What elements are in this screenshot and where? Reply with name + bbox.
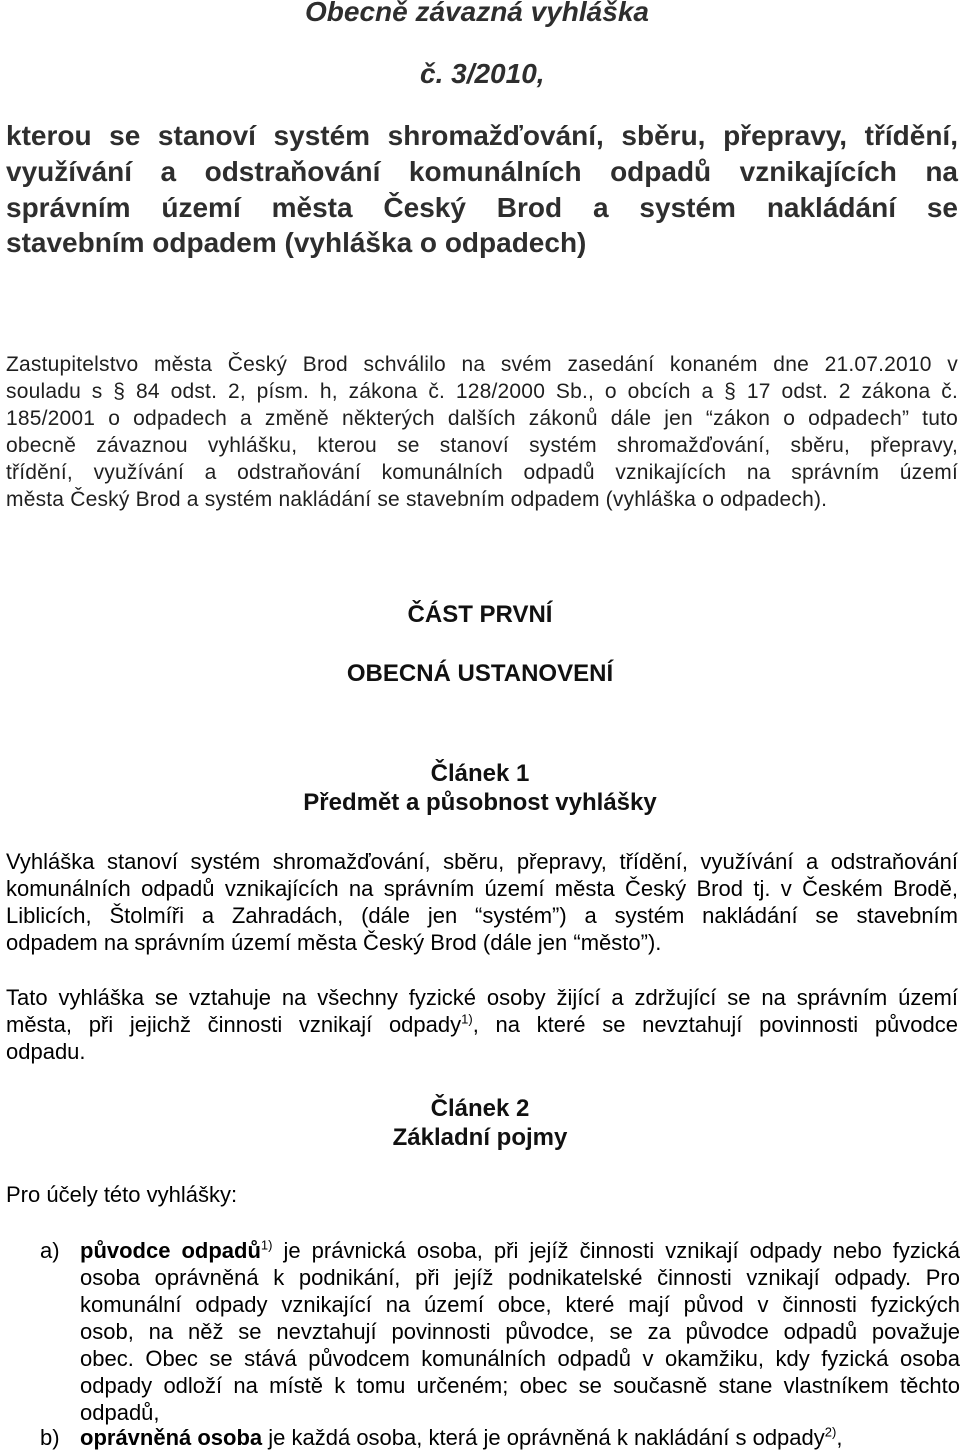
item-a-line-5: obec. Obec se stává původcem komunálních odpadů v okamžiku, kdy fyzická osoba bbox=[80, 1346, 960, 1371]
part-number: ČÁST PRVNÍ bbox=[407, 601, 553, 628]
subject-line-2: využívání a odstraňování komunálních odpadů vznikajících na bbox=[6, 156, 958, 187]
intro-line-2: souladu s § 84 odst. 2, písm. h, zákona č. 128/2000 Sb., o obcích a § 17 odst. 2 zákona č. bbox=[6, 380, 958, 403]
item-a-term: původce odpadů bbox=[80, 1238, 261, 1263]
intro-line-4: obecně závaznou vyhlášku, kterou se stanoví systém shromažďování, sběru, přepravy, bbox=[6, 434, 958, 457]
article-1-para-2-line-1: Tato vyhláška se vztahuje na všechny fyzické osoby žijící a zdržující se na správním území bbox=[6, 985, 958, 1010]
article-2-title: Základní pojmy bbox=[392, 1124, 568, 1151]
article-2-lead: Pro účely této vyhlášky: bbox=[6, 1182, 238, 1207]
part-name: OBECNÁ USTANOVENÍ bbox=[346, 660, 614, 687]
document-number: č. 3/2010, bbox=[420, 58, 545, 89]
item-a-line-4: osob, na něž se nevztahují povinnosti původce, se za původce odpadů považuje bbox=[80, 1319, 960, 1344]
subject-line-4: stavebním odpadem (vyhláška o odpadech) bbox=[6, 227, 587, 258]
article-1-para-1-line-3: Liblicích, Štolmíři a Zahradách, (dále jen “systém”) a systém nakládání se stavebním bbox=[6, 903, 958, 928]
item-a-line-1: původce odpadů$^{1)}$ je právnická osoba, při jejíž činnosti vznikají odpady nebo fyzická bbox=[80, 1237, 960, 1263]
item-b-line-1: oprávněná osoba je každá osoba, která je oprávněná k nakládání s odpady$^{2)}$, bbox=[80, 1424, 843, 1450]
intro-line-1: Zastupitelstvo města Český Brod schválilo na svém zasedání konaném dne 21.07.2010 v bbox=[6, 353, 958, 376]
item-a-line-7: odpadů, bbox=[80, 1400, 160, 1425]
article-1-para-2-line-3: odpadu. bbox=[6, 1039, 86, 1064]
item-a-label: a) bbox=[40, 1238, 60, 1263]
article-1-para-1-line-4: odpadem na správním území města Český Brod (dále jen “město”). bbox=[6, 930, 662, 955]
item-a-line-3: komunální odpady vznikající na území obce, které mají původ v činnosti fyzických bbox=[80, 1292, 960, 1317]
intro-line-6: města Český Brod a systém nakládání se stavebním odpadem (vyhláška o odpadech). bbox=[6, 488, 828, 511]
intro-line-5: třídění, využívání a odstraňování komunálních odpadů vznikajících na správním území bbox=[6, 461, 958, 484]
article-1-para-2-line-2: města, při jejichž činnosti vznikají odpady$^{1)}$, na které se nevztahují povinnosti původce bbox=[6, 1011, 959, 1037]
intro-line-3: 185/2001 o odpadech a změně některých dalších zákonů dále jen “zákon o odpadech” tuto bbox=[6, 407, 958, 430]
item-a-line-6: odpady odloží na místě k tomu určeném; obec se současně stane vlastníkem těchto bbox=[80, 1373, 960, 1398]
article-1-para-1-line-1: Vyhláška stanoví systém shromažďování, sběru, přepravy, třídění, využívání a odstraňování bbox=[6, 849, 958, 874]
item-b-term: oprávněná osoba bbox=[80, 1425, 263, 1450]
item-a-line-2: osoba oprávněná k podnikání, při jejíž podnikatelské činnosti vznikají odpady. Pro bbox=[80, 1265, 960, 1290]
subject-line-1: kterou se stanoví systém shromažďování, sběru, přepravy, třídění, bbox=[6, 120, 958, 151]
item-b-label: b) bbox=[40, 1425, 60, 1450]
subject-line-3: správním území města Český Brod a systém nakládání se bbox=[6, 192, 958, 223]
article-1-number: Článek 1 bbox=[430, 760, 530, 787]
article-1-title: Předmět a působnost vyhlášky bbox=[303, 789, 657, 816]
document-title: Obecně závazná vyhláška bbox=[305, 0, 649, 27]
article-2-number: Článek 2 bbox=[430, 1095, 530, 1122]
article-1-para-1-line-2: komunálních odpadů vznikajících na správním území města Český Brod tj. v Českém Brodě, bbox=[6, 876, 958, 901]
